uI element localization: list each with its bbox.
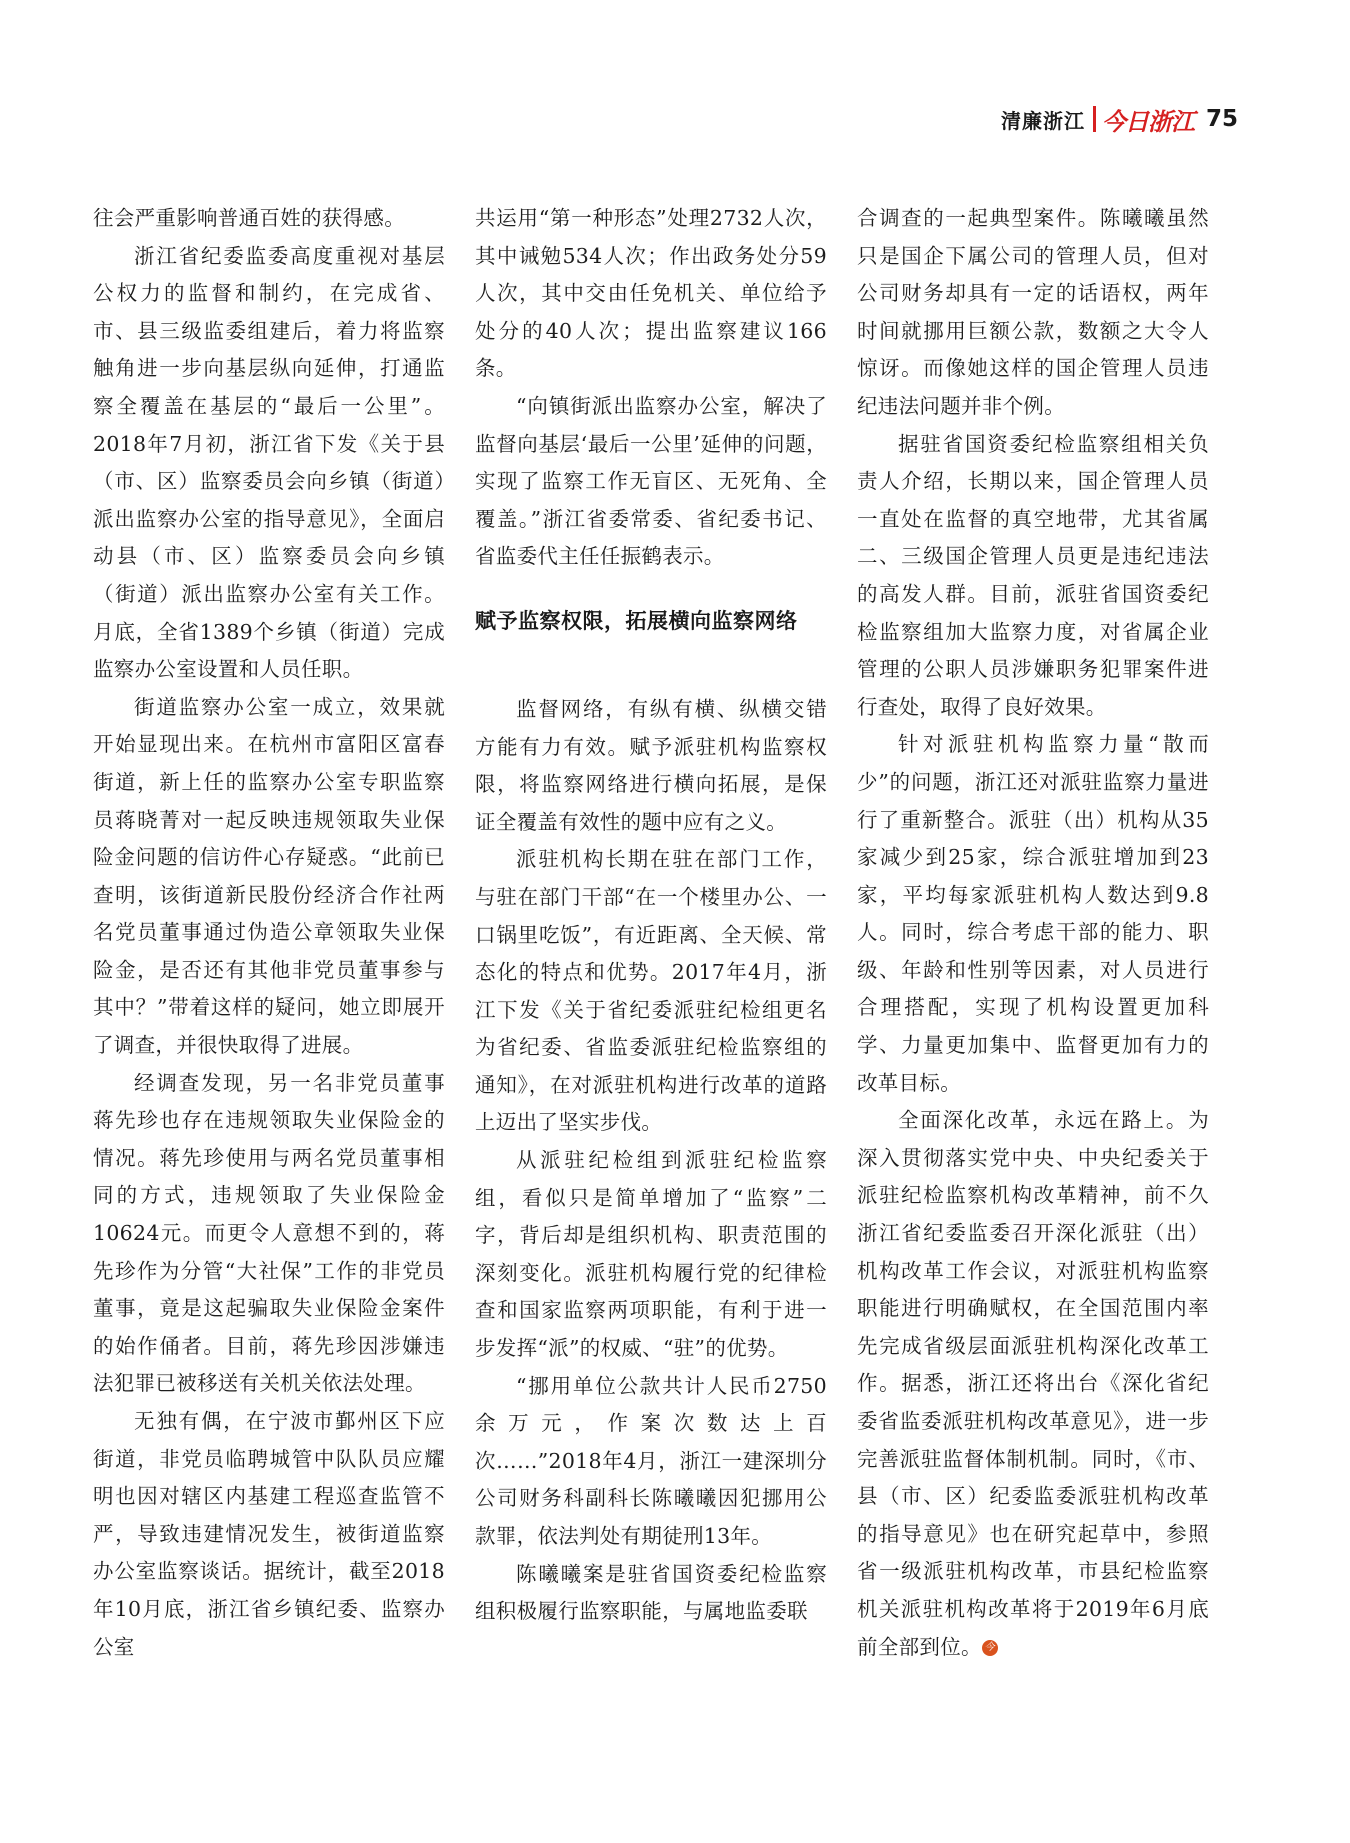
section-name: 清廉浙江 [1000, 108, 1085, 133]
page-number: 75 [1205, 106, 1238, 132]
paragraph: 从派驻纪检组到派驻纪检监察组，看似只是简单增加了“监察”二字，背后却是组织机构、职责范围的深刻变化。派驻机构履行党的纪律检查和国家监察两项职能，有利于进一步发挥“派”的权威、“驻”的优势。 [475, 1148, 827, 1361]
paragraph: 针对派驻机构监察力量“散而少”的问题，浙江还对派驻监察力量进行了重新整合。派驻（出）机构从35家减少到25家，综合派驻增加到23家，平均每家派驻机构人数达到9.8人。同时，综合考虑干部的能力、职级、年龄和性别等因素，对人员进行合理搭配，实现了机构设置更加科学、力量更加集中、监督更加有力的改革目标。 [857, 732, 1209, 1095]
section-heading: 赋予监察权限，拓展横向监察网络 [475, 608, 798, 633]
paragraph: “向镇街派出监察办公室，解决了监督向基层‘最后一公里’延伸的问题，实现了监察工作无盲区、无死角、全覆盖。”浙江省委常委、省纪委书记、省监委代主任任振鹤表示。 [475, 393, 827, 569]
paragraph: 监督网络，有纵有横、纵横交错方能有力有效。赋予派驻机构监察权限，将监察网络进行横向拓展，是保证全覆盖有效性的题中应有之义。 [475, 696, 827, 834]
paragraph: “挪用单位公款共计人民币2750余万元，作案次数达上百次……”2018年4月，浙江一建深圳分公司财务科副科长陈曦曦因犯挪用公款罪，依法判处有期徒刑13年。 [475, 1373, 827, 1548]
page-header [1001, 104, 1238, 134]
header-divider [1093, 106, 1096, 132]
end-mark-icon: 今 [982, 1640, 998, 1656]
paragraph: 浙江省纪委监委高度重视对基层公权力的监督和制约，在完成省、市、县三级监委组建后，着力将监察触角进一步向基层纵向延伸，打通监察全覆盖在基层的“最后一公里”。2018年7月初，浙江省下发《关于县（市、区）监察委员会向乡镇（街道）派出监察办公室的指导意见》，全面启动县（市、区）监察委员会向乡镇（街道）派出监察办公室有关工作。月底，全省1389个乡镇（街道）完成监察办公室设置和人员任职。 [93, 243, 445, 682]
column-2 [475, 200, 827, 1666]
column-3 [857, 200, 1209, 1666]
paragraph: 经调查发现，另一名非党员董事蒋先珍也存在违规领取失业保险金的情况。蒋先珍使用与两名党员董事相同的方式，违规领取了失业保险金10624元。而更令人意想不到的，蒋先珍作为分管“大社保”工作的非党员董事，竟是这起骗取失业保险金案件的始作俑者。目前，蒋先珍因涉嫌违法犯罪已被移送有关机关依法处理。 [93, 1070, 445, 1396]
column-1 [93, 200, 445, 1666]
paragraph: 全面深化改革，永远在路上。为深入贯彻落实党中央、中央纪委关于派驻纪检监察机构改革精神，前不久浙江省纪委监委召开深化派驻（出）机构改革工作会议，对派驻机构监察职能进行明确赋权，在全国范围内率先完成省级层面派驻机构深化改革工作。据悉，浙江还将出台《深化省纪委省监委派驻机构改革意见》，进一步完善派驻监督体制机制。同时，《市、县（市、区）纪委监委派驻机构改革的指导意见》也在研究起草中，参照省一级派驻机构改革，市县纪检监察机关派驻机构改革将于2019年6月底前全部到位。 今 [857, 1108, 1209, 1659]
magazine-logo: 今日浙江 [1101, 106, 1194, 136]
paragraph: 合调查的一起典型案件。陈曦曦虽然只是国企下属公司的管理人员，但对公司财务却具有一定的话语权，两年时间就挪用巨额公款，数额之大令人惊讶。而像她这样的国企管理人员违纪违法问题并非个例。 [857, 206, 1209, 418]
paragraph: 往会严重影响普通百姓的获得感。 [93, 206, 405, 230]
paragraph: 派驻机构长期在驻在部门工作，与驻在部门干部“在一个楼里办公、一口锅里吃饭”，有近距离、全天候、常态化的特点和优势。2017年4月，浙江下发《关于省纪委派驻纪检组更名为省纪委、省监委派驻纪检监察组的通知》，在对派驻机构进行改革的道路上迈出了坚实步伐。 [475, 847, 827, 1135]
paragraph: 共运用“第一种形态”处理2732人次，其中诫勉534人次；作出政务处分59人次，其中交由任免机关、单位给予处分的40人次；提出监察建议166条。 [475, 206, 827, 381]
paragraph: 陈曦曦案是驻省国资委纪检监察组积极履行监察职能，与属地监委联 [475, 1561, 827, 1624]
paragraph: 据驻省国资委纪检监察组相关负责人介绍，长期以来，国企管理人员一直处在监督的真空地带，尤其省属二、三级国企管理人员更是违纪违法的高发人群。目前，派驻省国资委纪检监察组加大监察力度，对省属企业管理的公职人员涉嫌职务犯罪案件进行查处，取得了良好效果。 [857, 431, 1209, 719]
paragraph: 街道监察办公室一成立，效果就开始显现出来。在杭州市富阳区富春街道，新上任的监察办公室专职监察员蒋晓菁对一起反映违规领取失业保险金问题的信访件心存疑惑。“此前已查明，该街道新民股份经济合作社两名党员董事通过伪造公章领取失业保险金，是否还有其他非党员董事参与其中？”带着这样的疑问，她立即展开了调查，并很快取得了进展。 [93, 694, 445, 1058]
article-body [93, 200, 1209, 1666]
paragraph: 无独有偶，在宁波市鄞州区下应街道，非党员临聘城管中队队员应耀明也因对辖区内基建工程巡查监管不严，导致违建情况发生，被街道监察办公室监察谈话。据统计，截至2018年10月底，浙江省乡镇纪委、监察办公室 [93, 1409, 445, 1659]
